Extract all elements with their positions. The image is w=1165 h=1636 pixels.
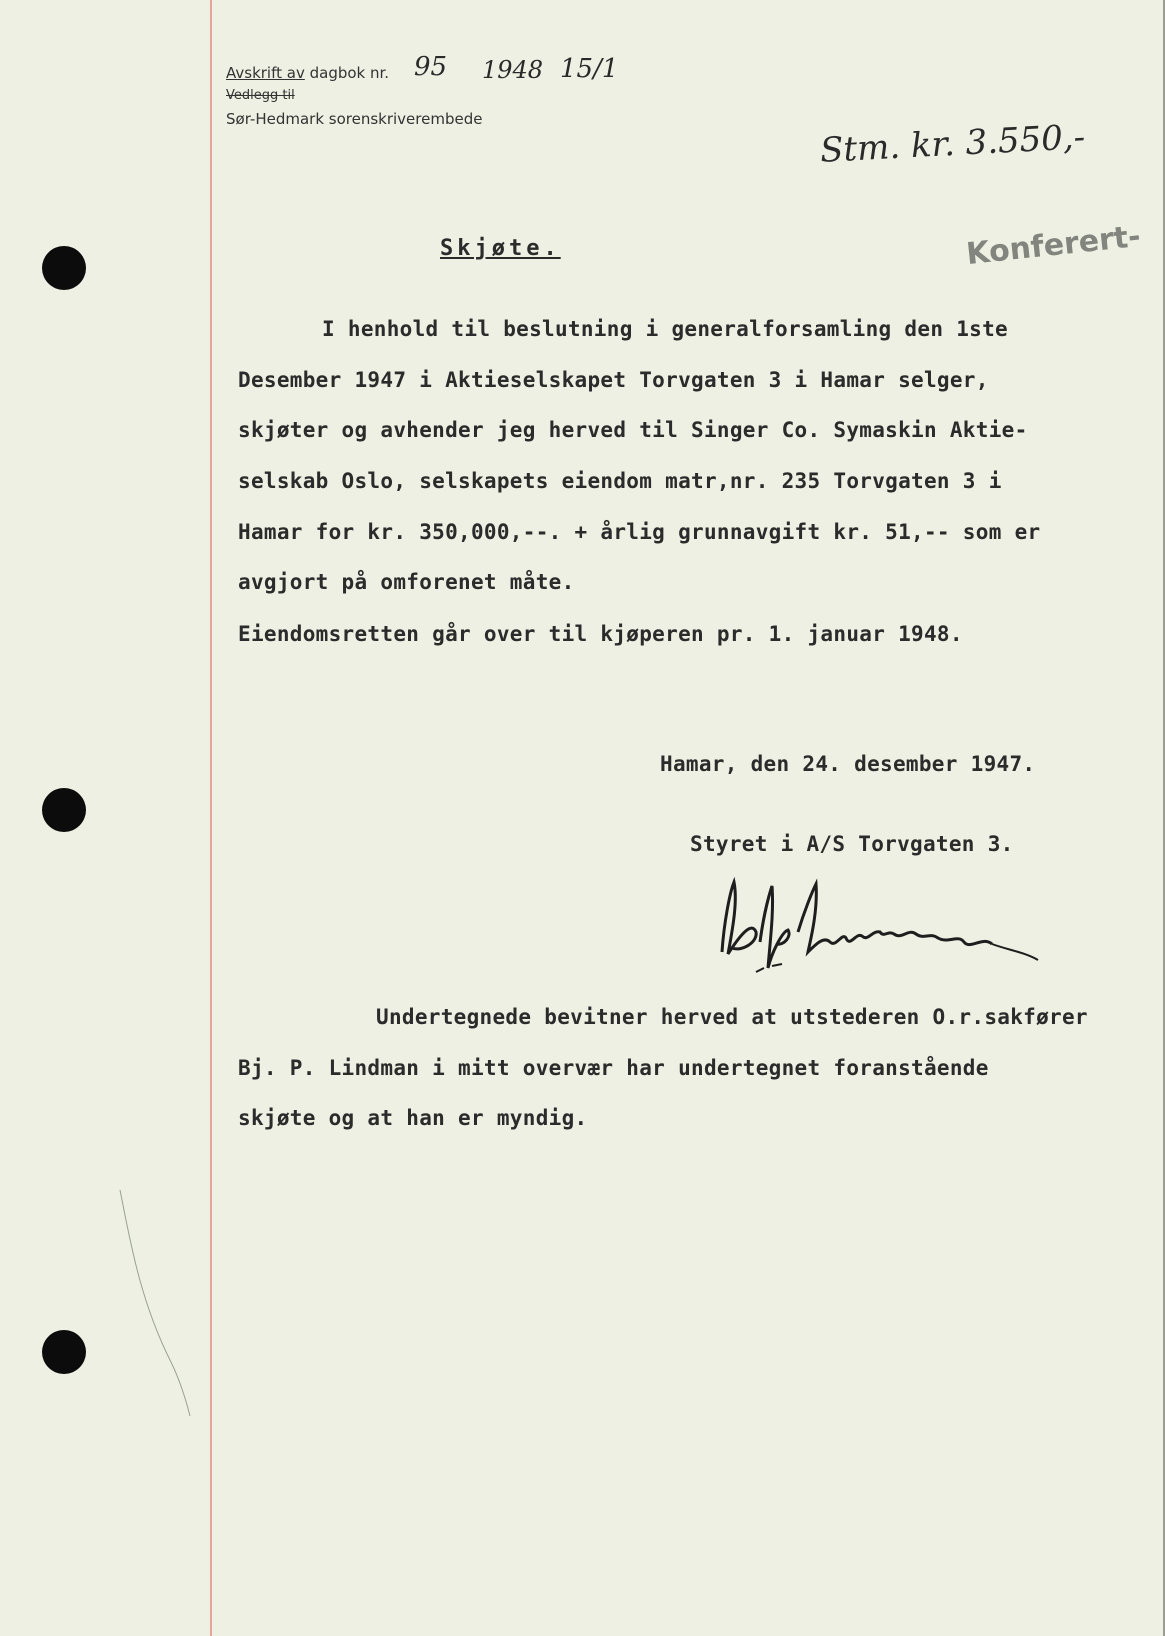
board-line: Styret i A/S Torvgaten 3. xyxy=(690,832,1014,856)
body-line-4: selskab Oslo, selskapets eiendom matr,nr. 235 Torvgaten 3 i xyxy=(238,469,1002,493)
body-line-3: skjøter og avhender jeg herved til Singer Co. Symaskin Aktie- xyxy=(238,418,1028,442)
stamp-fee: Stm. kr. 3.550,- xyxy=(819,117,1087,171)
place-date: Hamar, den 24. desember 1947. xyxy=(660,752,1036,776)
handwritten-date: 15/1 xyxy=(560,54,619,84)
punch-hole-bottom xyxy=(42,1330,86,1374)
margin-pencil-mark xyxy=(110,1180,200,1420)
punch-hole-top xyxy=(42,246,86,290)
header-line-2: Vedlegg til xyxy=(226,88,295,103)
witness-line-2: Bj. P. Lindman i mitt overvær har undertegnet foranstående xyxy=(238,1056,989,1080)
handwritten-year: 1948 xyxy=(482,56,544,84)
header-dagbok: dagbok nr. xyxy=(309,64,390,82)
margin-rule xyxy=(210,0,212,1636)
handwritten-number: 95 xyxy=(414,52,448,82)
witness-line-3: skjøte og at han er myndig. xyxy=(238,1106,588,1130)
body-line-1: I henhold til beslutning i generalforsamling den 1ste xyxy=(322,317,1008,341)
document-title: Skjøte. xyxy=(440,236,561,261)
header-line-1 xyxy=(226,64,389,82)
body-line-6: avgjort på omforenet måte. xyxy=(238,570,575,594)
punch-hole-middle xyxy=(42,788,86,832)
konferert-stamp: Konferert- xyxy=(964,218,1143,273)
body-line-7: Eiendomsretten går over til kjøperen pr. 1. januar 1948. xyxy=(238,622,963,646)
header-line-3: Sør-Hedmark sorenskriverembede xyxy=(226,110,483,128)
body-line-5: Hamar for kr. 350,000,--. + årlig grunnavgift kr. 51,-- som er xyxy=(238,520,1041,544)
witness-line-1: Undertegnede bevitner herved at utstederen O.r.sakfører xyxy=(376,1005,1088,1029)
signature xyxy=(712,872,1052,982)
header-avskrift: Avskrift av xyxy=(226,64,305,82)
body-line-2: Desember 1947 i Aktieselskapet Torvgaten 3 i Hamar selger, xyxy=(238,368,989,392)
